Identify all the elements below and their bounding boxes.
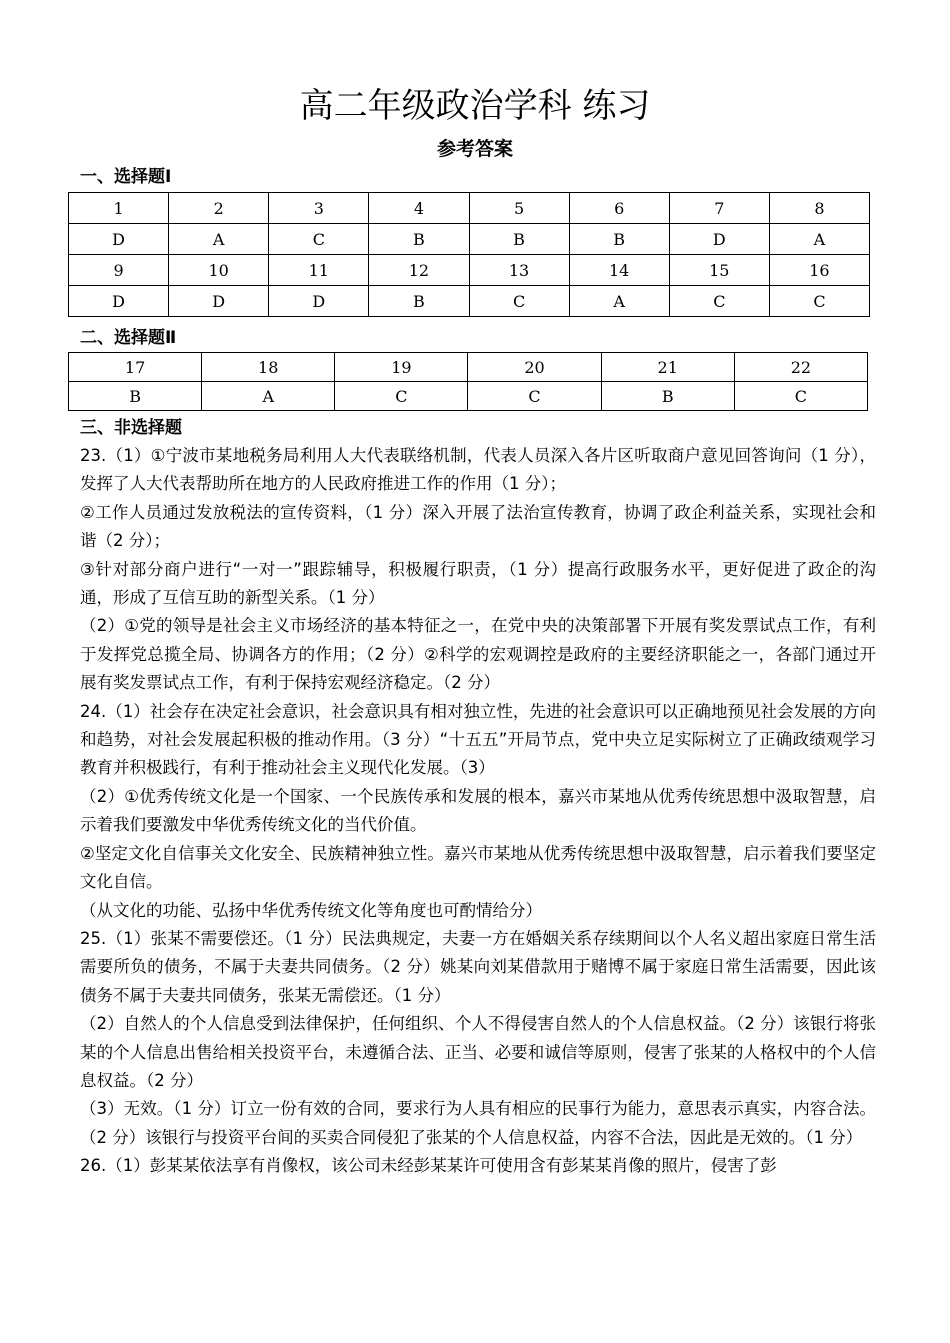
question-number-cell: 20 (468, 353, 601, 382)
answer-cell: C (669, 286, 769, 317)
answer-cell: A (169, 224, 269, 255)
answer-cell: D (269, 286, 369, 317)
question-number-cell: 13 (469, 255, 569, 286)
answer-cell: D (669, 224, 769, 255)
answer-cell: C (335, 382, 468, 411)
question-number-cell: 15 (669, 255, 769, 286)
document-subtitle: 参考答案 (436, 138, 513, 160)
answer-paragraph: （3）无效。（1 分）订立一份有效的合同，要求行为人具有相应的民事行为能力，意思表示真实，内容合法。（2 分）该银行与投资平台间的买卖合同侵犯了张某的个人信息权益，内容不合法，因此是无效的。（1 分） (80, 1099, 876, 1147)
table-row (69, 224, 870, 255)
answer-cell: B (469, 224, 569, 255)
answer-cell: B (601, 382, 734, 411)
question-number-cell: 11 (269, 255, 369, 286)
question-number-cell: 19 (335, 353, 468, 382)
question-number-cell: 4 (369, 193, 469, 224)
question-number-cell: 12 (369, 255, 469, 286)
answer-cell: D (69, 224, 169, 255)
document-title: 高二年级政治学科 练习 (299, 86, 651, 126)
answer-paragraph: 26.（1）彭某某依法享有肖像权，该公司未经彭某某许可使用含有彭某某肖像的照片，侵害了彭 (80, 1156, 777, 1176)
question-number-cell: 22 (734, 353, 867, 382)
answer-cell: C (269, 224, 369, 255)
answer-cell: B (69, 382, 202, 411)
answer-cell: D (169, 286, 269, 317)
answer-cell: C (468, 382, 601, 411)
question-number-cell: 7 (669, 193, 769, 224)
answer-cell: A (769, 224, 869, 255)
answer-cell: C (769, 286, 869, 317)
question-number-cell: 21 (601, 353, 734, 382)
table-row (69, 353, 868, 382)
answer-paragraph: （2）自然人的个人信息受到法律保护，任何组织、个人不得侵害自然人的个人信息权益。（2 分）该银行将张某的个人信息出售给相关投资平台，未遵循合法、正当、必要和诚信等原则，侵害了张某的人格权中的个人信息权益。（2 分） (80, 1014, 876, 1090)
question-number-cell: 5 (469, 193, 569, 224)
table-row (69, 193, 870, 224)
answer-paragraph: ②工作人员通过发放税法的宣传资料，（1 分）深入开展了法治宣传教育，协调了政企利益关系，实现社会和谐（2 分）； (80, 502, 876, 551)
answer-paragraph: （从文化的功能、弘扬中华优秀传统文化等角度也可酌情给分） (80, 900, 542, 920)
answer-cell: A (202, 382, 335, 411)
answer-paragraph: 25.（1）张某不需要偿还。（1 分）民法典规定，夫妻一方在婚姻关系存续期间以个人名义超出家庭日常生活需要所负的债务，不属于夫妻共同债务。（2 分）姚某向刘某借款用于赌博不属于家庭日常生活需要，因此该债务不属于夫妻共同债务，张某无需偿还。（1 分） (80, 928, 876, 1005)
question-number-cell: 1 (69, 193, 169, 224)
section1-heading: 一、选择题Ⅰ (80, 167, 172, 187)
answer-cell: B (569, 224, 669, 255)
question-number-cell: 16 (769, 255, 869, 286)
answer-paragraph: ③针对部分商户进行“一对一”跟踪辅导，积极履行职责，（1 分）提高行政服务水平，更好促进了政企的沟通，形成了互信互助的新型关系。（1 分） (80, 559, 876, 608)
answer-paragraph: 24.（1）社会存在决定社会意识，社会意识具有相对独立性，先进的社会意识可以正确地预见社会发展的方向和趋势，对社会发展起积极的推动作用。（3 分）“十五五”开局节点，党中央立足实际树立了正确政绩观学习教育并积极践行，有利于推动社会主义现代化发展。（3） (80, 701, 876, 778)
answer-paragraph: （2）①优秀传统文化是一个国家、一个民族传承和发展的根本，嘉兴市某地从优秀传统思想中汲取智慧，启示着我们要激发中华优秀传统文化的当代价值。 (80, 786, 876, 835)
answer-cell: C (469, 286, 569, 317)
answer-cell: B (369, 224, 469, 255)
answer-cell: B (369, 286, 469, 317)
table-row (69, 382, 868, 411)
question-number-cell: 2 (169, 193, 269, 224)
question-number-cell: 3 (269, 193, 369, 224)
answer-cell: D (69, 286, 169, 317)
question-number-cell: 9 (69, 255, 169, 286)
question-number-cell: 6 (569, 193, 669, 224)
answer-cell: C (734, 382, 867, 411)
question-number-cell: 14 (569, 255, 669, 286)
answer-paragraph: 23.（1）①宁波市某地税务局利用人大代表联络机制，代表人员深入各片区听取商户意见回答询问（1 分），发挥了人大代表帮助所在地方的人民政府推进工作的作用（1 分）； (80, 446, 876, 494)
essay-answers (80, 442, 876, 1181)
question-number-cell: 8 (769, 193, 869, 224)
answer-cell: A (569, 286, 669, 317)
question-number-cell: 17 (69, 353, 202, 382)
choice-answer-table-2 (68, 352, 868, 411)
section3-heading: 三、非选择题 (80, 418, 182, 438)
question-number-cell: 18 (202, 353, 335, 382)
answer-paragraph: ②坚定文化自信事关文化安全、民族精神独立性。嘉兴市某地从优秀传统思想中汲取智慧，启示着我们要坚定文化自信。 (80, 843, 876, 892)
section2-heading: 二、选择题Ⅱ (80, 328, 177, 348)
choice-answer-table-1 (68, 192, 870, 317)
table-row (69, 255, 870, 286)
question-number-cell: 10 (169, 255, 269, 286)
answer-paragraph: （2）①党的领导是社会主义市场经济的基本特征之一，在党中央的决策部署下开展有奖发票试点工作，有利于发挥党总揽全局、协调各方的作用；（2 分）②科学的宏观调控是政府的主要经济职能之一，各部门通过开展有奖发票试点工作，有利于保持宏观经济稳定。（2 分） (80, 616, 876, 693)
table-row (69, 286, 870, 317)
